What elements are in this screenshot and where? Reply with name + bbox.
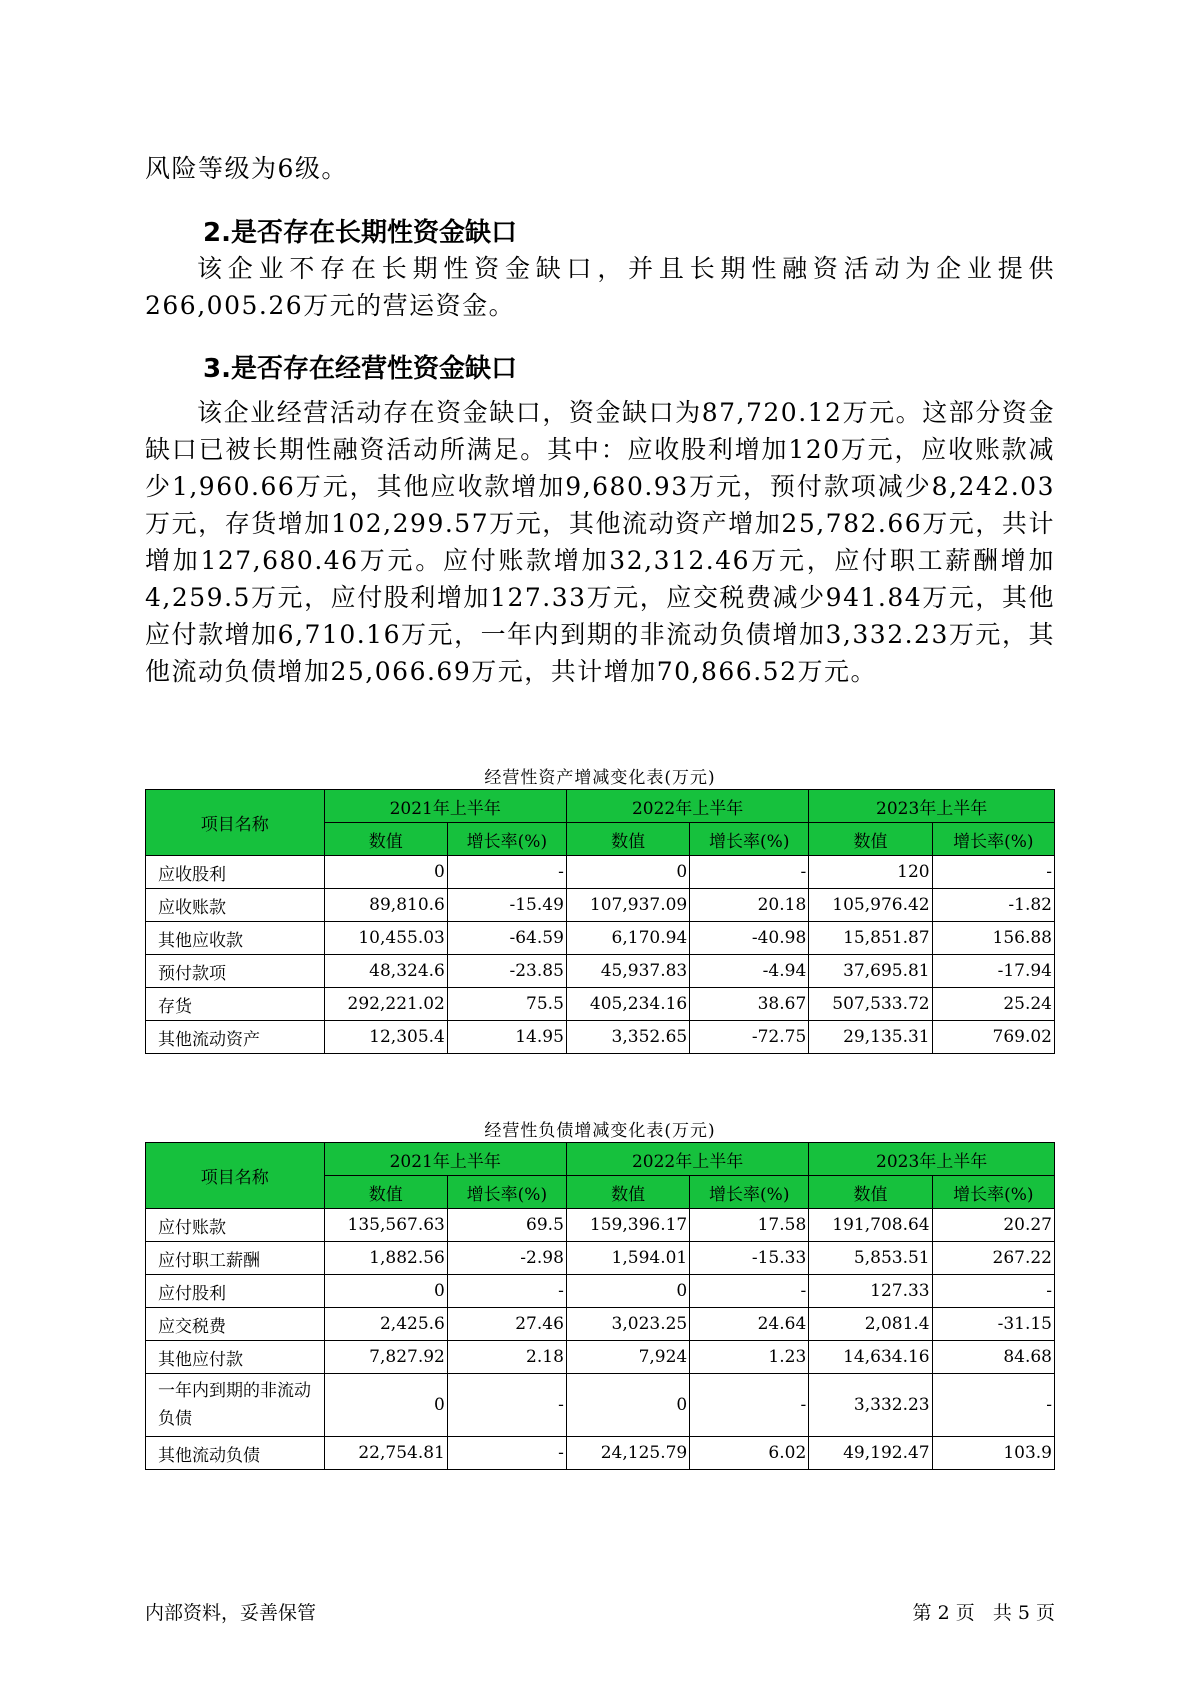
footer-confidential-note: 内部资料，妥善保管 (145, 1602, 317, 1624)
cell-value: 24,125.79 (566, 1437, 689, 1470)
table-caption-liabilities: 经营性负债增减变化表(万元) (484, 1121, 716, 1141)
table-row (146, 1275, 1055, 1308)
row-label: 应付职工薪酬 (146, 1242, 325, 1275)
cell-growth: - (447, 1374, 566, 1437)
cell-value: 159,396.17 (566, 1209, 689, 1242)
cell-value: 191,708.64 (809, 1209, 932, 1242)
operating-assets-table (145, 789, 1055, 1054)
cell-value: 89,810.6 (324, 889, 447, 922)
cell-value: 0 (566, 1275, 689, 1308)
paragraph-long-term-gap: 该企业不存在长期性资金缺口，并且长期性融资活动为企业提供266,005.26万元的营运资金。 (145, 254, 1055, 320)
header-item-name: 项目名称 (146, 790, 325, 856)
row-label: 应收股利 (146, 856, 325, 889)
cell-growth: 2.18 (447, 1341, 566, 1374)
header-growth: 增长率(%) (447, 823, 566, 856)
header-value: 数值 (566, 1176, 689, 1209)
cell-value: 45,937.83 (566, 955, 689, 988)
table-row (146, 1341, 1055, 1374)
cell-value: 292,221.02 (324, 988, 447, 1021)
cell-growth: -23.85 (447, 955, 566, 988)
cell-growth: 69.5 (447, 1209, 566, 1242)
cell-growth: 17.58 (690, 1209, 809, 1242)
row-label: 预付款项 (146, 955, 325, 988)
row-label: 应收账款 (146, 889, 325, 922)
section-heading-operating-gap: 3.是否存在经营性资金缺口 (203, 354, 517, 384)
row-label: 其他流动资产 (146, 1021, 325, 1054)
cell-value: 1,882.56 (324, 1242, 447, 1275)
header-value: 数值 (809, 1176, 932, 1209)
cell-growth: 75.5 (447, 988, 566, 1021)
row-label: 一年内到期的非流动负债 (146, 1374, 325, 1437)
header-growth: 增长率(%) (932, 1176, 1054, 1209)
cell-value: 6,170.94 (566, 922, 689, 955)
cell-value: 120 (809, 856, 932, 889)
cell-growth: -4.94 (690, 955, 809, 988)
table-row (146, 988, 1055, 1021)
cell-growth: 20.18 (690, 889, 809, 922)
cell-growth: 20.27 (932, 1209, 1054, 1242)
cell-value: 3,352.65 (566, 1021, 689, 1054)
header-value: 数值 (809, 823, 932, 856)
cell-growth: - (447, 1275, 566, 1308)
cell-value: 0 (324, 1374, 447, 1437)
cell-value: 0 (324, 856, 447, 889)
cell-growth: - (447, 856, 566, 889)
cell-value: 405,234.16 (566, 988, 689, 1021)
header-value: 数值 (324, 1176, 447, 1209)
cell-value: 507,533.72 (809, 988, 932, 1021)
cell-growth: 769.02 (932, 1021, 1054, 1054)
footer-page-number: 第 2 页 共 5 页 (912, 1602, 1055, 1624)
table-caption-assets: 经营性资产增减变化表(万元) (484, 768, 716, 788)
cell-growth: 6.02 (690, 1437, 809, 1470)
table-row (146, 856, 1055, 889)
paragraph-risk-level: 风险等级为6级。 (145, 154, 348, 183)
table-row (146, 1209, 1055, 1242)
section-heading-long-term-gap: 2.是否存在长期性资金缺口 (203, 218, 517, 248)
header-growth: 增长率(%) (447, 1176, 566, 1209)
paragraph-operating-gap: 该企业经营活动存在资金缺口，资金缺口为87,720.12万元。这部分资金缺口已被长期性融资活动所满足。其中：应收股利增加120万元，应收账款减少1,960.66万元，其他应收款增加9,680.93万元，预付款项减少8,242.03万元，存货增加102,299.57万元，其他流动资产增加25,782.66万元，共计增加127,680.46万元。应付账款增加32,312.46万元，应付职工薪酬增加4,259.5万元，应付股利增加127.33万元，应交税费减少941.84万元，其他应付款增加6,710.16万元，一年内到期的非流动负债增加3,332.23万元，其他流动负债增加25,066.69万元，共计增加70,866.52万元。 (145, 398, 1055, 686)
cell-growth: -40.98 (690, 922, 809, 955)
header-period: 2023年上半年 (809, 790, 1055, 823)
cell-value: 3,332.23 (809, 1374, 932, 1437)
table-row (146, 922, 1055, 955)
cell-growth: 103.9 (932, 1437, 1054, 1470)
cell-value: 5,853.51 (809, 1242, 932, 1275)
cell-growth: 27.46 (447, 1308, 566, 1341)
cell-growth: -64.59 (447, 922, 566, 955)
cell-value: 48,324.6 (324, 955, 447, 988)
row-label: 应交税费 (146, 1308, 325, 1341)
cell-value: 107,937.09 (566, 889, 689, 922)
cell-value: 29,135.31 (809, 1021, 932, 1054)
header-value: 数值 (324, 823, 447, 856)
table-row (146, 955, 1055, 988)
cell-growth: -15.49 (447, 889, 566, 922)
cell-value: 22,754.81 (324, 1437, 447, 1470)
cell-growth: -17.94 (932, 955, 1054, 988)
cell-growth: - (690, 1374, 809, 1437)
row-label: 其他应收款 (146, 922, 325, 955)
header-growth: 增长率(%) (690, 1176, 809, 1209)
cell-growth: - (932, 1374, 1054, 1437)
table-row (146, 1242, 1055, 1275)
header-item-name: 项目名称 (146, 1143, 325, 1209)
row-label: 其他应付款 (146, 1341, 325, 1374)
cell-growth: 25.24 (932, 988, 1054, 1021)
cell-growth: - (932, 856, 1054, 889)
cell-value: 127.33 (809, 1275, 932, 1308)
cell-growth: - (932, 1275, 1054, 1308)
cell-growth: - (690, 1275, 809, 1308)
cell-growth: - (447, 1437, 566, 1470)
cell-value: 2,425.6 (324, 1308, 447, 1341)
header-period: 2023年上半年 (809, 1143, 1055, 1176)
cell-value: 14,634.16 (809, 1341, 932, 1374)
cell-value: 1,594.01 (566, 1242, 689, 1275)
cell-value: 2,081.4 (809, 1308, 932, 1341)
cell-growth: - (690, 856, 809, 889)
cell-growth: 84.68 (932, 1341, 1054, 1374)
row-label: 存货 (146, 988, 325, 1021)
cell-growth: 14.95 (447, 1021, 566, 1054)
cell-value: 0 (566, 1374, 689, 1437)
cell-growth: 38.67 (690, 988, 809, 1021)
cell-value: 3,023.25 (566, 1308, 689, 1341)
cell-value: 49,192.47 (809, 1437, 932, 1470)
cell-value: 0 (566, 856, 689, 889)
cell-growth: -2.98 (447, 1242, 566, 1275)
row-label: 其他流动负债 (146, 1437, 325, 1470)
header-period: 2021年上半年 (324, 790, 566, 823)
cell-value: 7,924 (566, 1341, 689, 1374)
cell-value: 10,455.03 (324, 922, 447, 955)
header-value: 数值 (566, 823, 689, 856)
cell-growth: 267.22 (932, 1242, 1054, 1275)
cell-value: 135,567.63 (324, 1209, 447, 1242)
cell-value: 37,695.81 (809, 955, 932, 988)
cell-value: 7,827.92 (324, 1341, 447, 1374)
cell-growth: 1.23 (690, 1341, 809, 1374)
cell-growth: -15.33 (690, 1242, 809, 1275)
row-label: 应付股利 (146, 1275, 325, 1308)
header-period: 2021年上半年 (324, 1143, 566, 1176)
row-label: 应付账款 (146, 1209, 325, 1242)
header-growth: 增长率(%) (690, 823, 809, 856)
operating-liabilities-table (145, 1142, 1055, 1470)
header-growth: 增长率(%) (932, 823, 1054, 856)
table-row (146, 1021, 1055, 1054)
header-period: 2022年上半年 (566, 1143, 808, 1176)
cell-growth: -31.15 (932, 1308, 1054, 1341)
table-row (146, 1374, 1055, 1437)
header-period: 2022年上半年 (566, 790, 808, 823)
cell-growth: -1.82 (932, 889, 1054, 922)
cell-value: 12,305.4 (324, 1021, 447, 1054)
cell-growth: -72.75 (690, 1021, 809, 1054)
cell-value: 0 (324, 1275, 447, 1308)
cell-growth: 156.88 (932, 922, 1054, 955)
table-row (146, 889, 1055, 922)
cell-value: 105,976.42 (809, 889, 932, 922)
cell-value: 15,851.87 (809, 922, 932, 955)
cell-growth: 24.64 (690, 1308, 809, 1341)
table-row (146, 1308, 1055, 1341)
table-row (146, 1437, 1055, 1470)
